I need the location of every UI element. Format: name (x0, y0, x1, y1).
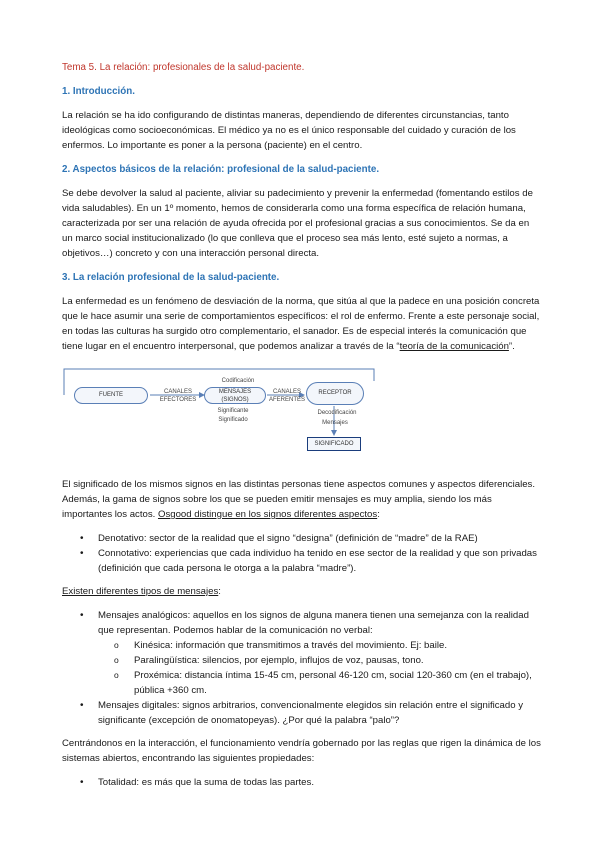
paragraph-significado-end: : (377, 509, 380, 520)
teoria-comunicacion-term: teoría de la comunicación (399, 341, 509, 352)
canales-aferentes-label: CANALES AFERENTES (268, 389, 305, 403)
mensajes-box: MENSAJES (SIGNOS) (204, 387, 266, 404)
paragraph-enfermedad (62, 294, 542, 354)
osgood-list (62, 531, 542, 576)
sub-list-item: o Kinésica: información que transmitimos a través del movimiento. Ej: baile. (114, 638, 542, 653)
significante-label: Significante (217, 408, 249, 414)
osgood-term: Osgood distingue en los signos diferentes aspectos (157, 509, 378, 520)
paragraph-significado (62, 477, 542, 522)
paragraph-interaccion: Centrándonos en la interacción, el funcionamiento vendría gobernado por las reglas que rigen la dinámica de los sistemas abiertos, encontrando las siguientes propiedades: (62, 738, 541, 764)
mensajes-label: Mensajes (322, 420, 348, 426)
sub-list-item: o Paralingüística: silencios, por ejemplo, influjos de voz, pausas, tono. (114, 653, 542, 668)
list-item-analogicos (62, 608, 542, 698)
document-page (62, 60, 542, 798)
paragraph-enfermedad-end: ”. (508, 341, 515, 352)
paragraph-aspectos-basicos: Se debe devolver la salud al paciente, aliviar su padecimiento y prevenir la enfermedad (fomentando estilos de vida saludables). En un 1º momento, hemos de considerarla como una forma específica de relación humana, caracterizada por ser una relación de ayuda ofrecida por el profesional gracias a sus conocimientos. Se da en un marco social institucionalizado (lo que conlleva que el proceso sea más lento, esté sujeto a normas, a objetivos…) concreto y con una interacción personal directa. (62, 188, 533, 259)
fuente-box: FUENTE (74, 387, 148, 404)
paragraph-enfermedad-text: La enfermedad es un fenómeno de desviación de la norma, que sitúa al que la padece en una posición concreta que le hace asumir una serie de comportamientos específicos: el rol de enfermo. Frente a este personaje social, en todas las culturas ha surgido otro complementario, el sanador. Es de especial interés la comunicación que tiene lugar en el encuentro interpersonal, que podemos analizar a través de la “ (62, 296, 540, 352)
codificacion-label: Codificación (221, 378, 255, 384)
paragraph-introduccion: La relación se ha ido configurando de distintas maneras, dependiendo de diferentes circunstancias, tanto ideológicas como socioeconómicas. El médico ya no es el único responsable del cuidado y curación de los enfermos. Lo importante es poner a la persona (paciente) en el centro. (62, 110, 516, 151)
diagram-arrows (58, 359, 518, 463)
section-heading-introduccion: 1. Introducción. (62, 86, 135, 97)
section-heading-aspectos-basicos: 2. Aspectos básicos de la relación: profesional de la salud-paciente. (62, 164, 380, 175)
analogicos-sublist (98, 638, 542, 698)
canales-efectores-label: CANALES EFECTORES (159, 389, 197, 403)
tipos-mensajes-colon: : (218, 586, 221, 597)
communication-diagram (58, 359, 518, 463)
list-item: • Connotativo: experiencias que cada individuo ha tenido en ese sector de la realidad y que son privadas (definición que cada persona le otorga a la palabra “madre”). (62, 546, 542, 576)
sub-list-item: o Proxémica: distancia íntima 15-45 cm, personal 46-120 cm, social 120-360 cm (en el trabajo), pública +360 cm. (114, 668, 542, 698)
decodificacion-label: Decodificación (317, 410, 357, 416)
receptor-box: RECEPTOR (306, 382, 364, 405)
list-item-digitales: • Mensajes digitales: signos arbitrarios, convencionalmente elegidos sin relación entre el significado y significante (excepción de onomatopeyas). ¿Por qué la palabra “palo”? (62, 698, 542, 728)
analogicos-text: Mensajes analógicos: aquellos en los signos de alguna manera tienen una semejanza con la realidad que representan. Podemos hablar de la comunicación no verbal: (98, 610, 529, 636)
list-item: • Denotativo: sector de la realidad que el signo “designa” (definición de “madre” de la RAE) (62, 531, 542, 546)
propiedades-list (62, 775, 542, 790)
significado-label: Significado (218, 417, 248, 423)
significado-box: SIGNIFICADO (307, 437, 361, 451)
list-item: • Totalidad: es más que la suma de todas las partes. (62, 775, 542, 790)
paragraph-significado-text: El significado de los mismos signos en las distintas personas tiene aspectos comunes y aspectos diferenciales. Además, la gama de signos sobre los que se pueden emitir mensajes es muy amplia, siendo los más importantes los actos. (62, 479, 536, 520)
tipos-list (62, 608, 542, 728)
section-heading-relacion-profesional: 3. La relación profesional de la salud-paciente. (62, 272, 280, 283)
document-title: Tema 5. La relación: profesionales de la salud-paciente. (62, 62, 305, 73)
tipos-mensajes-term: Existen diferentes tipos de mensajes (62, 586, 219, 597)
tipos-mensajes-heading (62, 584, 542, 599)
